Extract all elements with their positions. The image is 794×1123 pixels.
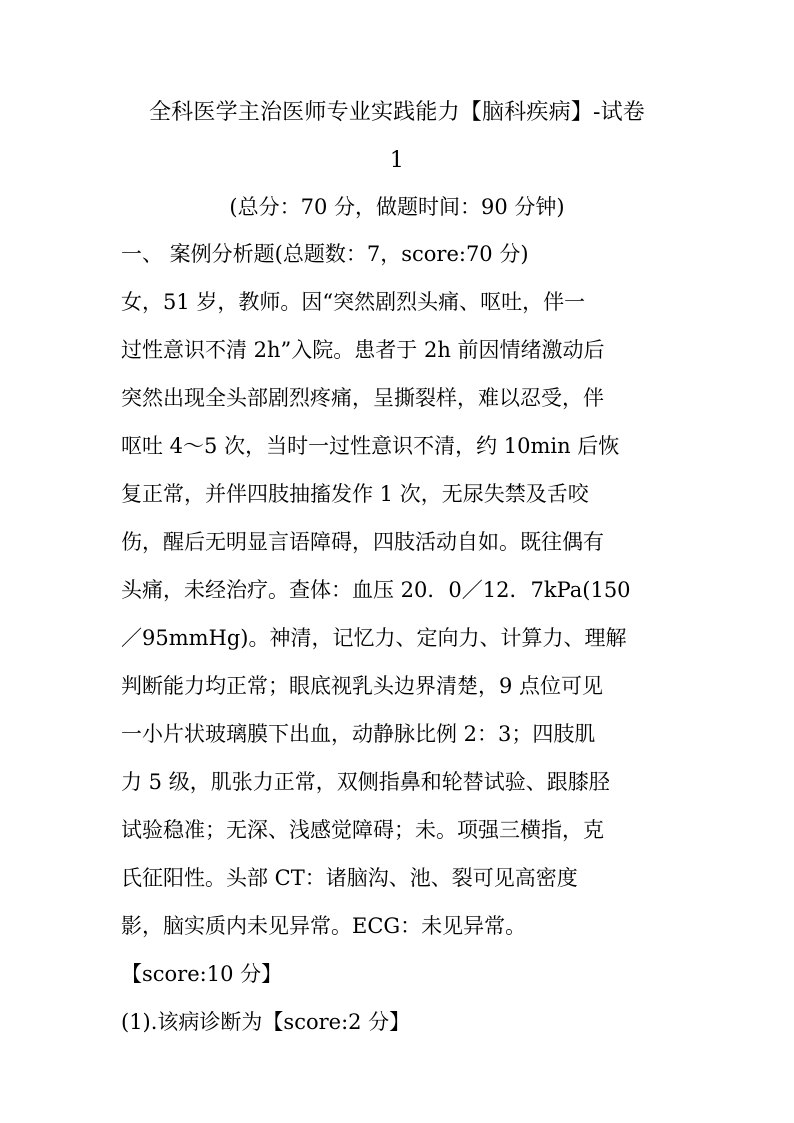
- question-item: (1).该病诊断为【score:2 分】: [121, 1010, 411, 1034]
- case-text-line: 试验稳准；无深、浅感觉障碍；未。项强三横指，克: [121, 818, 604, 842]
- case-text-line: 头痛，未经治疗。查体：血压 20．0／12．7kPa(150: [121, 578, 631, 602]
- case-text-line: 判断能力均正常；眼底视乳头边界清楚，9 点位可见: [121, 674, 604, 698]
- case-text-line: 呕吐 4～5 次，当时一过性意识不清，约 10min 后恢: [121, 434, 620, 458]
- case-text-line: 突然出现全头部剧烈疼痛，呈撕裂样，难以忍受，伴: [121, 386, 604, 410]
- case-text-line: 影，脑实质内未见异常。ECG：未见异常。: [121, 914, 527, 938]
- case-text-line: ／95mmHg)。神清，记忆力、定向力、计算力、理解: [121, 626, 627, 650]
- case-text-line: 氏征阳性。头部 CT：诸脑沟、池、裂可见高密度: [121, 866, 578, 890]
- case-text-line: 伤，醒后无明显言语障碍，四肢活动自如。既往偶有: [121, 530, 604, 554]
- exam-meta: (总分：70 分，做题时间：90 分钟): [229, 195, 565, 219]
- case-text-line: 复正常，并伴四肢抽搐发作 1 次，无尿失禁及舌咬: [121, 482, 589, 506]
- case-text-line: 过性意识不清 2h”入院。患者于 2h 前因情绪激动后: [121, 338, 605, 362]
- case-text-line: 女，51 岁，教师。因“突然剧烈头痛、呕吐，伴一: [121, 290, 586, 314]
- section-heading: 一、 案例分析题(总题数：7，score:70 分): [121, 242, 529, 266]
- case-score: 【score:10 分】: [121, 962, 283, 986]
- case-text-line: 一小片状玻璃膜下出血，动静脉比例 2：3；四肢肌: [121, 722, 596, 746]
- document-title: 全科医学主治医师专业实践能力【脑科疾病】-试卷: [148, 100, 646, 125]
- document-title-continued: 1: [389, 148, 405, 173]
- case-text-line: 力 5 级，肌张力正常，双侧指鼻和轮替试验、跟膝胫: [121, 770, 610, 794]
